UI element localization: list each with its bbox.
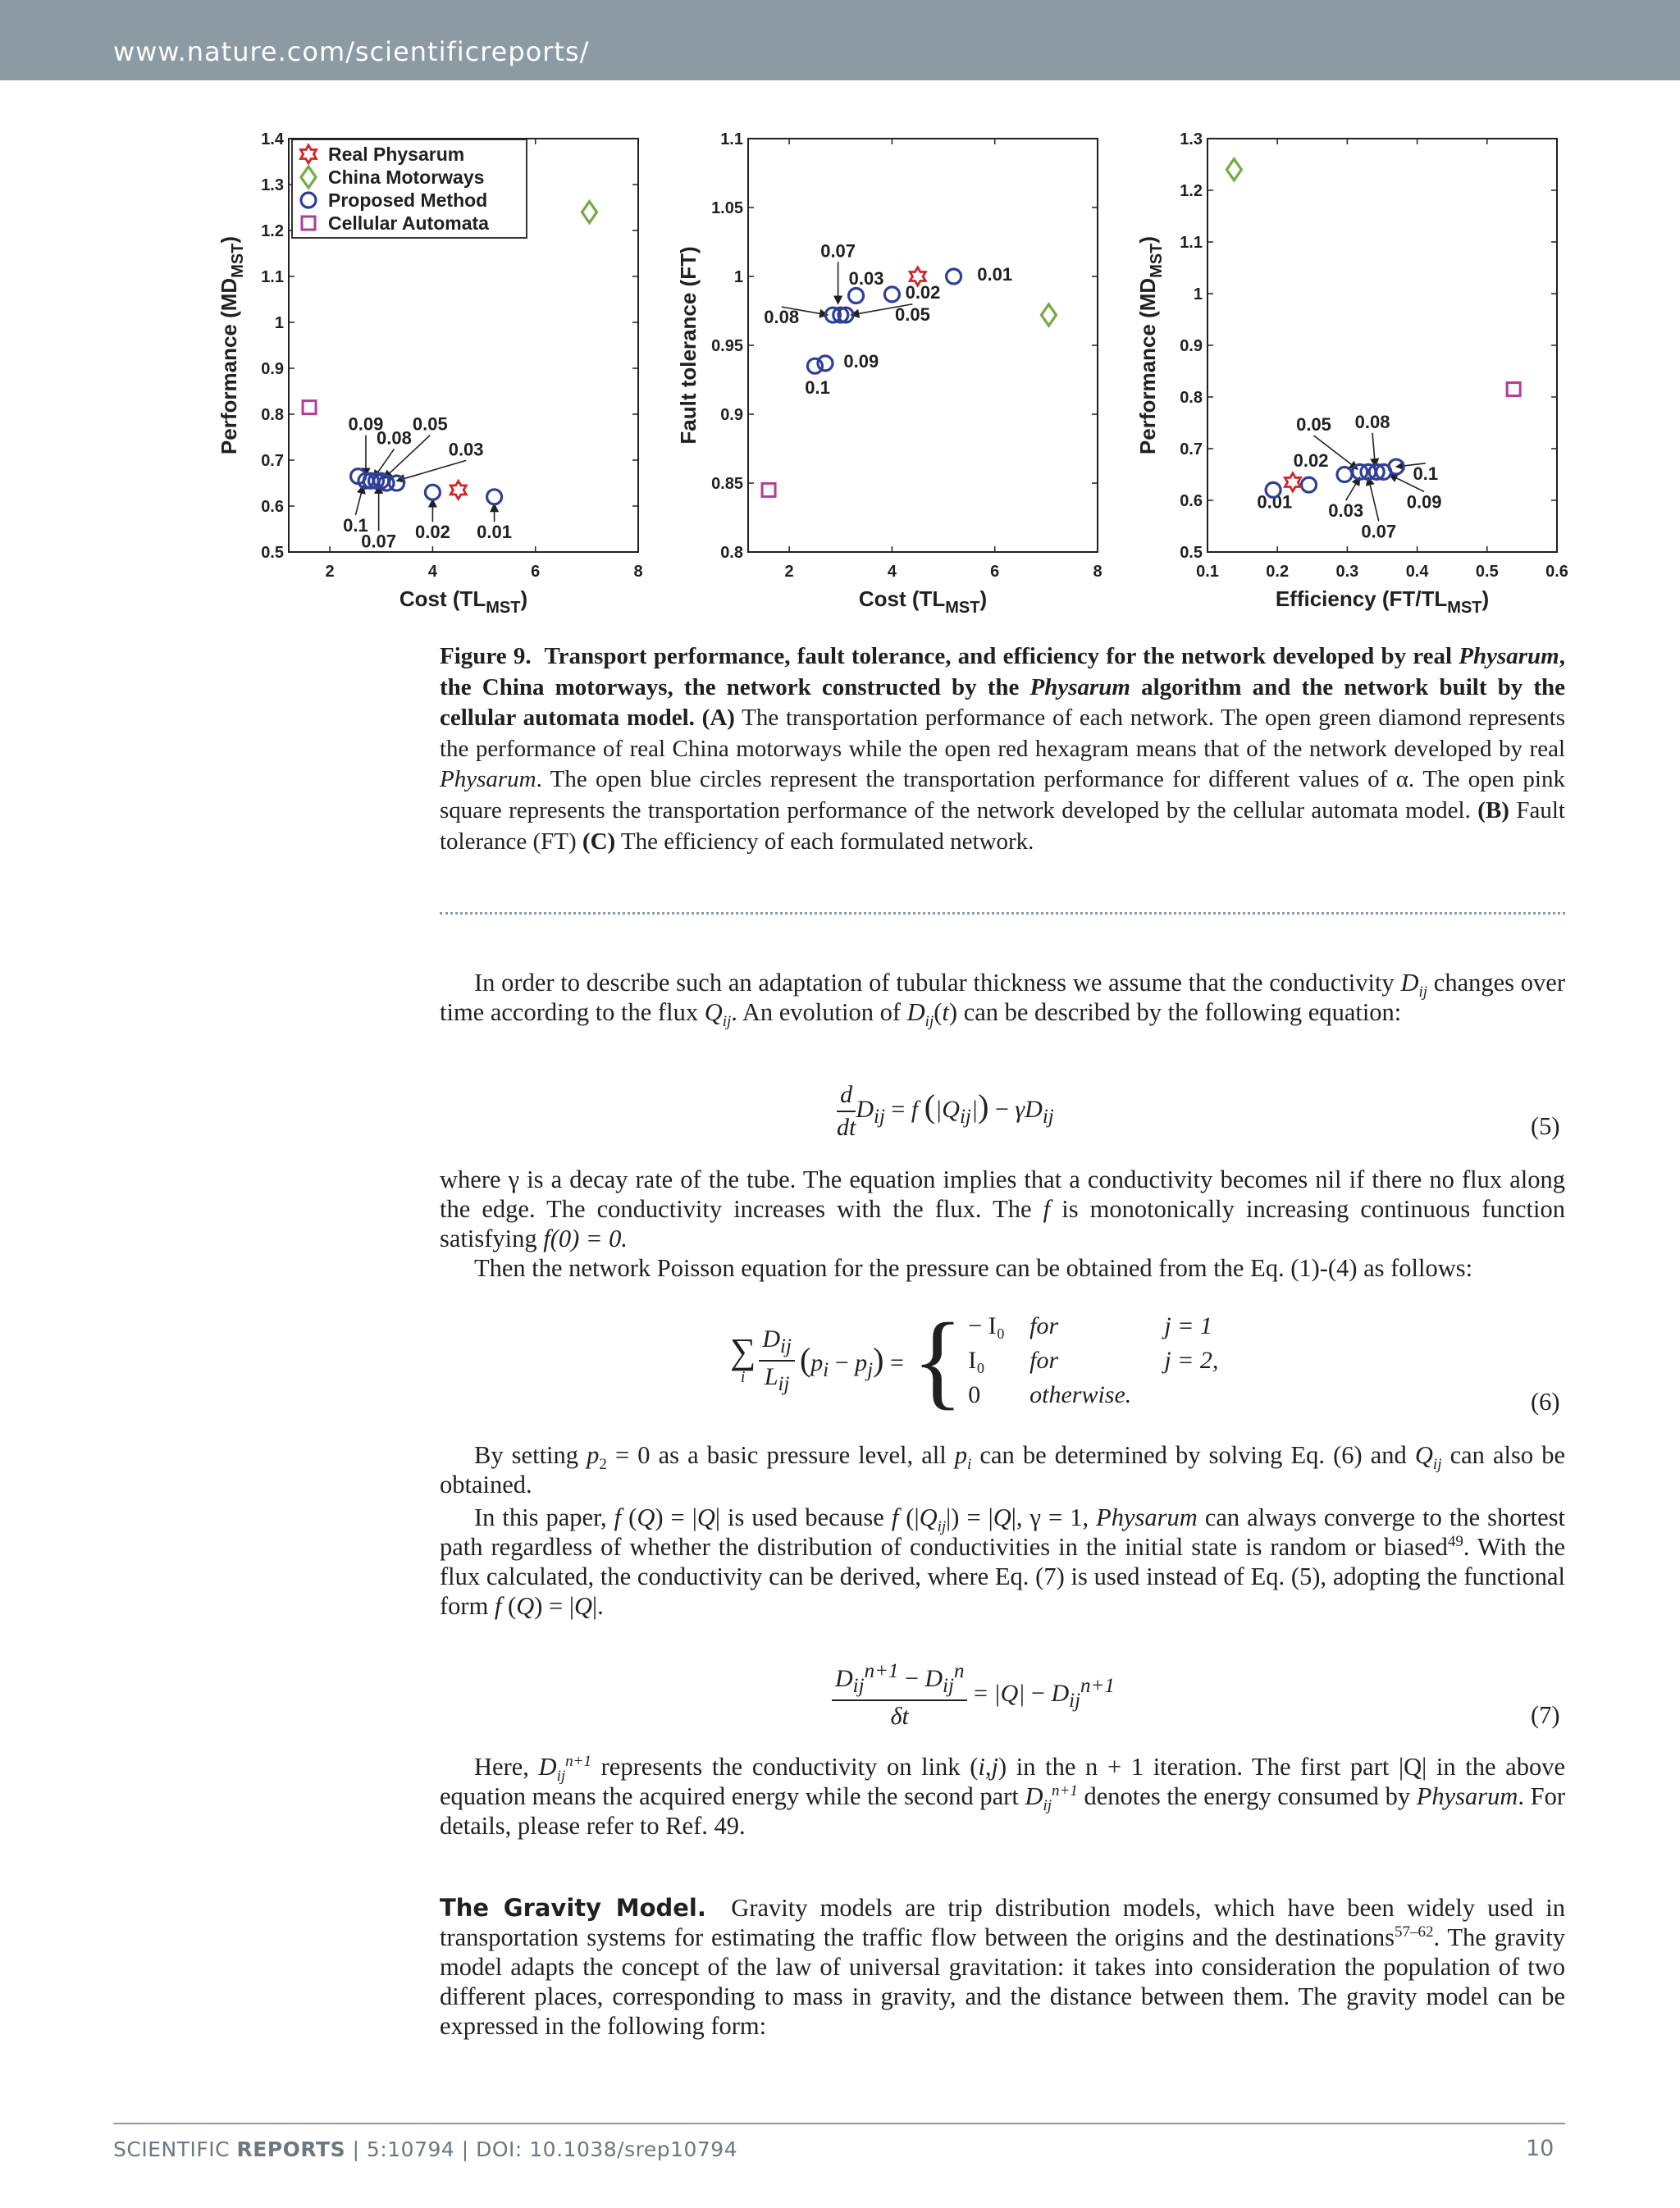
- page-number: 10: [1526, 2136, 1554, 2161]
- y-tick-label: 0.9: [261, 360, 284, 378]
- alpha-annotation-arrow: [355, 486, 363, 515]
- alpha-annotation-label: 0.01: [477, 522, 513, 543]
- y-tick-label: 0.8: [261, 406, 284, 424]
- plot-frame: [748, 139, 1098, 552]
- journal-url[interactable]: www.nature.com/scientificreports/: [113, 36, 590, 67]
- alpha-annotation-arrow: [397, 460, 467, 481]
- cellular-automata-point: [1507, 383, 1520, 396]
- x-axis-label: Cost $(TL_{MST})$: [399, 586, 528, 617]
- proposed-method-point: [807, 358, 822, 373]
- y-tick-label: 1.1: [720, 130, 743, 148]
- real-physarum-point: [450, 481, 466, 499]
- alpha-annotation-label: 0.1: [1413, 463, 1439, 484]
- y-tick-label: 1.3: [261, 176, 284, 194]
- alpha-annotation-label: 0.03: [448, 439, 484, 460]
- legend-label: Real Physarum: [328, 144, 465, 165]
- figure-9: [0, 119, 1680, 627]
- proposed-method-point: [818, 356, 833, 371]
- alpha-annotation-label: 0.09: [1406, 491, 1442, 513]
- x-tick-label: 8: [633, 563, 643, 581]
- plot-frame: [1208, 139, 1557, 552]
- alpha-annotation-label: 0.01: [977, 264, 1013, 285]
- equation-5-number: (5): [1531, 1112, 1560, 1140]
- cellular-automata-point: [762, 483, 775, 496]
- equation-6-cases: − I₀ for j = 1 I₀ for j = 2, 0 otherwise.: [968, 1312, 1219, 1408]
- y-tick-label: 0.8: [1180, 389, 1203, 407]
- alpha-annotation-label: 0.1: [805, 376, 830, 398]
- paragraph-decay: where γ is a decay rate of the tube. The equation implies that a conductivity becomes nil if there no flux along the edge. The conductivity increases with the flux. The f is monotonically increasing continuous function satisfying f(0) = 0. Then the network Poisson equation for the pressure can be obtained from the Eq. (1)-(4) as follows:: [440, 1166, 1566, 1282]
- china-motorways-point: [1226, 159, 1241, 180]
- equation-5: $\frac{d}{dt}$ $D_{ij} = f$ $(|Q_{ij}|) - \gamma D_{ij}$: [837, 1081, 1054, 1141]
- alpha-annotation-label: 0.07: [1361, 521, 1397, 542]
- y-tick-label: 1.4: [261, 130, 284, 148]
- x-tick-label: 0.4: [1405, 563, 1429, 581]
- legend-label: Proposed Method: [328, 189, 488, 211]
- y-tick-label: 0.5: [1180, 544, 1203, 562]
- figure-caption: Figure 9. Transport performance, fault tolerance, and efficiency for the network developed by real Physarum, the China motorways, the network constructed by the Physarum algorithm and the network built by the cellular automata model. (A) The transportation performance of each network. The open green diamond represents the performance of real China motorways while the open red hexagram means that of the network developed by real Physarum. The open blue circles represent the transportation performance for different values of α. The open pink square represents the transportation performance of the network developed by the cellular automata model. (B) Fault tolerance (FT) (C) The efficiency of each formulated network.: [440, 643, 1566, 855]
- alpha-annotation-label: 0.03: [848, 268, 884, 290]
- alpha-annotation-label: 0.03: [1328, 500, 1364, 522]
- x-tick-label: 8: [1093, 563, 1102, 581]
- proposed-method-point: [1337, 468, 1352, 482]
- cellular-automata-point: [303, 401, 316, 414]
- proposed-method-point: [849, 289, 864, 303]
- equation-6-number: (6): [1531, 1388, 1560, 1416]
- x-tick-label: 0.5: [1475, 563, 1499, 581]
- alpha-annotation-label: 0.02: [905, 281, 941, 303]
- y-tick-label: 0.8: [720, 544, 743, 562]
- y-tick-label: 0.6: [261, 498, 284, 516]
- journal-header-banner: [0, 0, 1680, 80]
- x-tick-label: 4: [887, 563, 897, 581]
- caption-divider: [440, 912, 1565, 915]
- china-motorways-point: [582, 202, 596, 223]
- section-title: The Gravity Model.: [440, 1894, 706, 1922]
- y-tick-label: 0.9: [720, 406, 743, 424]
- alpha-annotation-label: 0.02: [1293, 450, 1329, 472]
- y-axis-label: Performance $(MD_{MST})$: [217, 235, 247, 455]
- y-tick-label: 1.2: [261, 222, 284, 240]
- alpha-annotation-label: 0.08: [1354, 411, 1390, 432]
- y-tick-label: 0.5: [261, 544, 284, 562]
- proposed-method-point: [425, 485, 440, 500]
- x-tick-label: 4: [427, 563, 437, 581]
- alpha-annotation-label: 0.07: [820, 240, 856, 262]
- proposed-method-point: [1302, 477, 1317, 492]
- alpha-annotation-arrow: [1372, 433, 1375, 467]
- equation-7-number: (7): [1531, 1701, 1560, 1729]
- y-tick-label: 1.1: [261, 268, 284, 286]
- x-tick-label: 0.2: [1266, 563, 1290, 581]
- x-tick-label: 0.3: [1335, 563, 1359, 581]
- plot-b-fault-tolerance-vs-cost: [656, 119, 1116, 627]
- alpha-annotation-label: 0.08: [764, 307, 800, 328]
- y-tick-label: 1.2: [1180, 182, 1203, 200]
- y-tick-label: 0.7: [1180, 440, 1203, 458]
- equation-6: ∑ i $\frac{D_{ij}}{L_{ij}}$ $(p_i - p_j)$ = { − I₀ for j = 1 I₀ for j = 2, 0 otherwise.: [730, 1302, 1219, 1420]
- proposed-method-point: [390, 476, 404, 490]
- alpha-annotation-label: 0.05: [412, 413, 448, 435]
- footer-divider: [113, 2123, 1565, 2124]
- proposed-method-point: [947, 269, 961, 284]
- footer-citation: SCIENTIFIC REPORTS | 5:10794 | DOI: 10.1038/srep10794: [113, 2137, 738, 2161]
- y-axis-label: Fault tolerance (FT): [676, 246, 701, 445]
- equation-7: $\frac{D_{ij}^{n+1} - D_{ij}^n}{\delta t}$ = $|Q| - D_{ij}^{n+1}$: [832, 1660, 1115, 1731]
- x-tick-label: 2: [784, 563, 794, 581]
- y-tick-label: 1: [1193, 285, 1203, 303]
- legend-label: China Motorways: [328, 167, 485, 188]
- x-axis-label: Efficiency $(FT/TL_{MST})$: [1275, 586, 1490, 617]
- alpha-annotation-label: 0.05: [1296, 413, 1331, 435]
- x-tick-label: 0.6: [1545, 563, 1568, 581]
- alpha-annotation-label: 0.08: [377, 427, 412, 449]
- plot-c-performance-vs-efficiency: [1116, 119, 1575, 627]
- y-axis-label: Performance $(MD_{MST})$: [1135, 235, 1166, 455]
- alpha-annotation-label: 0.01: [1257, 491, 1293, 513]
- x-tick-label: 6: [531, 563, 541, 581]
- x-tick-label: 6: [990, 563, 1000, 581]
- x-tick-label: 2: [325, 563, 335, 581]
- y-tick-label: 0.95: [711, 337, 743, 355]
- y-tick-label: 1: [274, 314, 284, 332]
- alpha-annotation-label: 0.09: [348, 413, 384, 435]
- china-motorways-point: [1041, 304, 1056, 326]
- x-axis-label: Cost $(TL_{MST})$: [858, 586, 988, 617]
- paragraph-conductivity-link: Here, $D_{ij}^{n+1}$ represents the conductivity on link (i,j) in the n + 1 iteration. The first part |Q| in the above equation means the acquired energy while the second part $D_{ij}^{n+1}$ denotes the energy consumed by Physarum. For details, please refer to Ref. 49.: [440, 1752, 1566, 1840]
- y-tick-label: 1.3: [1180, 130, 1203, 148]
- alpha-annotation-label: 0.09: [843, 350, 879, 372]
- alpha-annotation-label: 0.07: [361, 531, 397, 552]
- y-tick-label: 1.05: [711, 199, 743, 217]
- y-tick-label: 1: [733, 268, 743, 286]
- legend-label: Cellular Automata: [328, 212, 489, 234]
- y-tick-label: 1.1: [1180, 234, 1203, 252]
- x-tick-label: 0.1: [1196, 563, 1219, 581]
- y-tick-label: 0.85: [711, 475, 743, 493]
- section-gravity-model: The Gravity Model. Gravity models are trip distribution models, which have been widely used in transportation systems for estimating the traffic flow between the origins and the destinations$^{57-62}$. The gravity model adapts the concept of the law of universal gravitation: it takes into consideration the population of two different places, corresponding to mass in gravity, and the distance between them. The gravity model can be expressed in the following form:: [440, 1894, 1566, 2040]
- alpha-annotation-label: 0.05: [895, 303, 930, 325]
- alpha-annotation-label: 0.1: [343, 514, 368, 536]
- alpha-annotation-arrow: [1368, 477, 1379, 522]
- paragraph-conductivity: In order to describe such an adaptation of tubular thickness we assume that the conductivity $D_{ij}$ changes over time according to the flux $Q_{ij}$. An evolution of $D_{ij}(t)$ can be described by the following equation:: [440, 969, 1565, 1031]
- y-tick-label: 0.7: [261, 452, 284, 470]
- proposed-method-point: [487, 490, 502, 504]
- proposed-method-point: [884, 287, 899, 302]
- paragraph-pressure: By setting $p_2 = 0$ as a basic pressure level, all $p_i$ can be determined by solving Eq. (6) and $Q_{ij}$ can also be obtained. In this paper, f (Q) = |Q| is used because f $(|Q_{ij}|) = |Q|$, γ = 1, Physarum can always converge to the shortest path regardless of whether the distribution of conductivities in the initial state is random or biased$^{49}$. With the flux calculated, the conductivity can be derived, where Eq. (7) is used instead of Eq. (5), adopting the functional form f (Q) = |Q|.: [440, 1441, 1566, 1620]
- alpha-annotation-label: 0.02: [414, 522, 450, 543]
- y-tick-label: 0.6: [1180, 492, 1203, 510]
- real-physarum-point: [1285, 473, 1300, 491]
- y-tick-label: 0.9: [1180, 337, 1203, 355]
- plot-a-performance-vs-cost: [197, 119, 656, 627]
